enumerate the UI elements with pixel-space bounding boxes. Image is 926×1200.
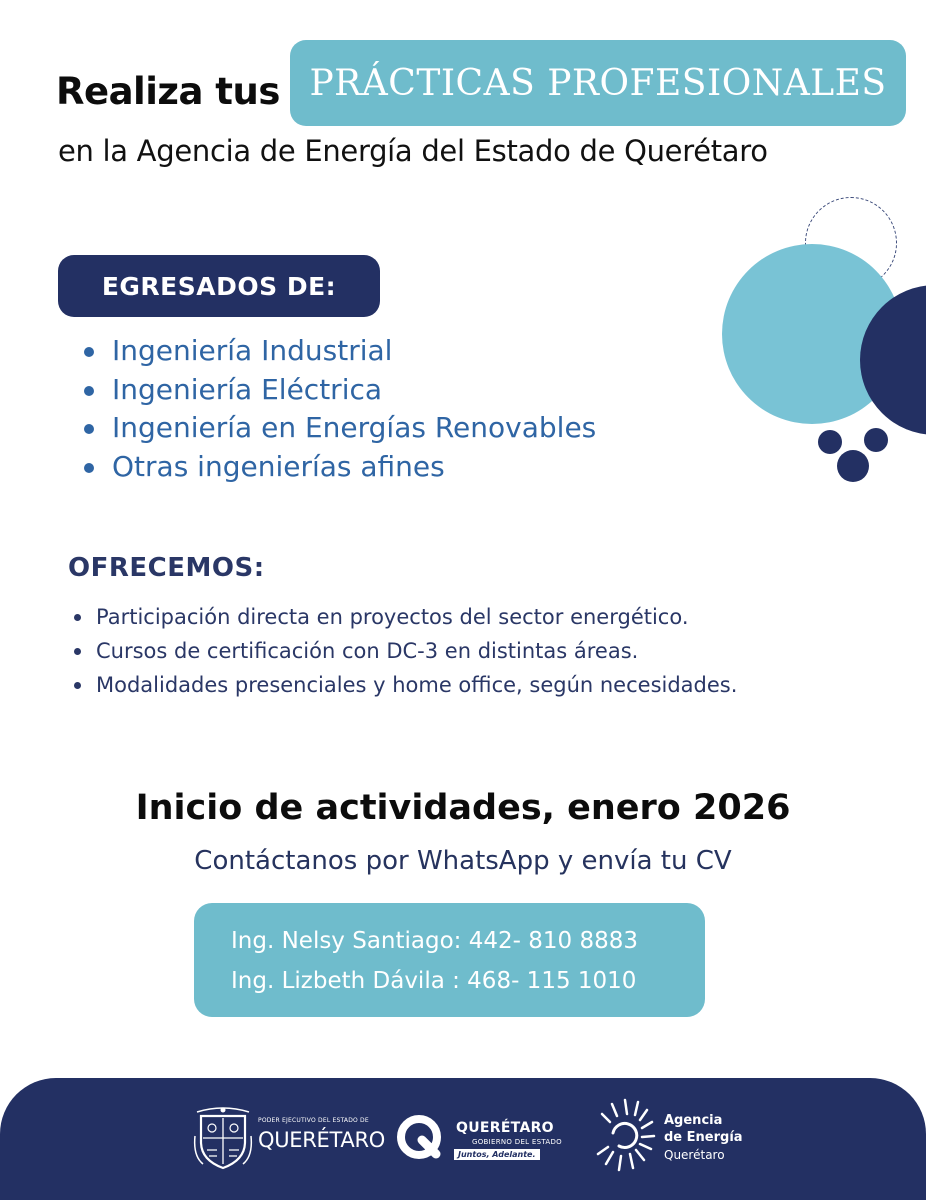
gobierno-subtitle: GOBIERNO DEL ESTADO [472, 1138, 562, 1146]
headline-lead: Realiza tus [56, 70, 280, 113]
highlight-banner [290, 40, 906, 126]
contact-lizbeth: Ing. Lizbeth Dávila : 468- 115 1010 [231, 968, 637, 994]
poder-ejecutivo-label: PODER EJECUTIVO DEL ESTADO DE [258, 1117, 369, 1124]
list-item: Modalidades presenciales y home office, según necesidades. [72, 668, 737, 702]
list-item: Ingeniería Eléctrica [82, 371, 596, 410]
poder-ejecutivo-state: QUERÉTARO [258, 1128, 386, 1152]
coat-of-arms-icon [193, 1106, 253, 1172]
contact-instructions: Contáctanos por WhatsApp y envía tu CV [194, 846, 732, 876]
list-item: Participación directa en proyectos del sector energético. [72, 600, 737, 634]
contact-box [194, 903, 705, 1017]
list-item: Cursos de certificación con DC-3 en distintas áreas. [72, 634, 737, 668]
agencia-line-1: Agencia [664, 1113, 723, 1128]
egresados-list [82, 332, 596, 486]
gobierno-title: QUERÉTARO [456, 1120, 554, 1136]
ofrecemos-list [72, 600, 737, 702]
ofrecemos-title: OFRECEMOS: [68, 553, 265, 583]
list-item: Ingeniería Industrial [82, 332, 596, 371]
decor-dot [837, 450, 869, 482]
list-item: Otras ingenierías afines [82, 448, 596, 487]
energy-agency-logo-icon [594, 1096, 656, 1180]
list-item: Ingeniería en Energías Renovables [82, 409, 596, 448]
agencia-line-3: Querétaro [664, 1148, 725, 1162]
gobierno-slogan: Juntos, Adelante. [454, 1149, 540, 1160]
egresados-badge [58, 255, 380, 317]
egresados-title: EGRESADOS DE: [101, 271, 337, 301]
subtitle: en la Agencia de Energía del Estado de Querétaro [58, 134, 768, 168]
start-date-heading: Inicio de actividades, enero 2026 [135, 788, 791, 828]
contact-nelsy: Ing. Nelsy Santiago: 442- 810 8883 [231, 928, 638, 954]
decor-dot [864, 428, 888, 452]
highlight-text: PRÁCTICAS PROFESIONALES [309, 62, 887, 104]
decor-dot [818, 430, 842, 454]
queretaro-q-logo-icon [396, 1114, 442, 1160]
footer-bar [0, 1078, 926, 1200]
agencia-line-2: de Energía [664, 1130, 743, 1145]
